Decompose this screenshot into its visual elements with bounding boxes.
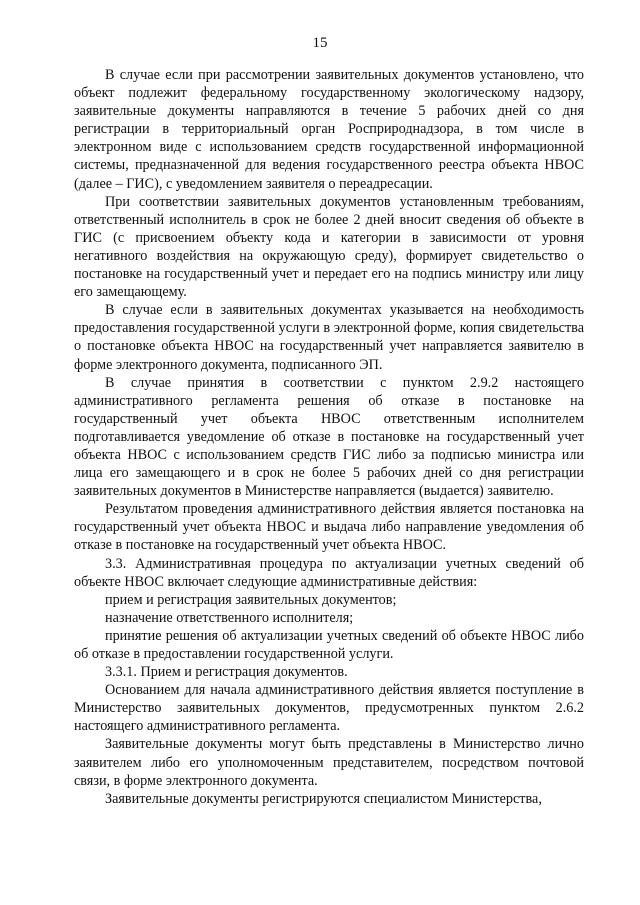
paragraph-redirect-to-rosprirodnadzor: В случае если при рассмотрении заявительных документов установлено, что объект подлежит федеральному государственному экологическому надзору, заявительные документы направляются в течение 5 рабочих дней со дня регистрации в территориальный орган Росприроднадзора, в том числе в электронном виде с использованием средств государственной информационной системы, предназначенной для ведения государственного реестра объекта НВОС (далее – ГИС), с уведомлением заявителя о переадресации.: [74, 67, 584, 192]
paragraph-registration-in-gis: При соответствии заявительных документов установленным требованиям, ответственный исполнитель в срок не более 2 дней вносит сведения об объекте в ГИС (с присвоением объекту кода и категории в зависимости от уровня негативного воздействия на окружающую среду), формирует свидетельство о постановке на государственный учет и передает его на подпись министру или лицу его замещающему.: [74, 193, 584, 301]
paragraph-electronic-certificate: В случае если в заявительных документах указывается на необходимость предоставления государственной услуги в электронной форме, копия свидетельства о постановке объекта НВОС на государственный учет направляется заявителю в форме электронного документа, подписанного ЭП.: [74, 302, 584, 373]
paragraph-section-3-3-1: 3.3.1. Прием и регистрация документов.: [105, 664, 348, 681]
paragraph-registration-by-specialist: Заявительные документы регистрируются специалистом Министерства,: [105, 790, 542, 807]
page-number: 15: [312, 35, 328, 51]
list-item-reception: прием и регистрация заявительных документов;: [105, 591, 397, 608]
list-item-decision: принятие решения об актуализации учетных сведений об объекте НВОС либо об отказе в предоставлении государственной услуги.: [74, 627, 584, 662]
paragraph-action-result: Результатом проведения административного действия является постановка на государственный учет объекта НВОС и выдача либо направление уведомления об отказе в постановке на государственный учет объекта НВОС.: [74, 501, 584, 554]
paragraph-submission-methods: Заявительные документы могут быть представлены в Министерство лично заявителем либо его уполномоченным представителем, посредством почтовой связи, в форме электронного документа.: [74, 736, 584, 789]
document-body: [74, 66, 584, 808]
paragraph-section-3-3: 3.3. Административная процедура по актуализации учетных сведений об объекте НВОС включает следующие административные действия:: [74, 555, 584, 590]
paragraph-refusal-notice: В случае принятия в соответствии с пунктом 2.9.2 настоящего административного регламента решения об отказе в постановке на государственный учет объекта НВОС ответственным исполнителем подготавливается уведомление об отказе в постановке на государственный учет объекта НВОС с использованием средств ГИС либо за подписью министра или лица его замещающего и в срок не более 5 рабочих дней со дня регистрации заявительных документов в Министерстве направляется (выдается) заявителю.: [74, 374, 584, 500]
list-item-assign-executor: назначение ответственного исполнителя;: [105, 609, 354, 626]
paragraph-basis-for-action: Основанием для начала административного действия является поступление в Министерство заявительных документов, предусмотренных пунктом 2.6.2 настоящего административного регламента.: [74, 682, 584, 735]
